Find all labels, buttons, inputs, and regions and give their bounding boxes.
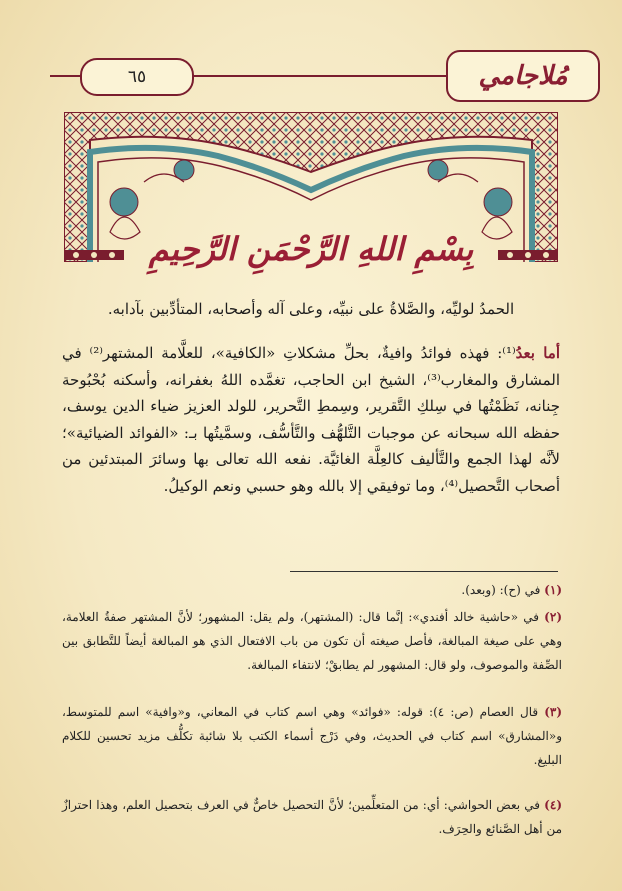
- paragraph-body: ⁽¹⁾: فهذه فوائدُ وافيةٌ، بحلِّ مشكلاتِ «الكافية»، للعلَّامة المشتهر⁽²⁾ في المشارق والمغارب⁽³⁾، الشيخ ابن الحاجب، تغمَّده اللهُ بغفرانه، وأسكنه بُحْبُوحة جِنانه، نَظَمْتُها في سِلكِ التَّقرير، وسِمطِ التَّحرير، للولد العزيز ضياء الدين يوسف، حفظه الله سبحانه عن موجبات التَّلهُّف والتَّأسُّف، وسمَّيتُها بـ: «الفوائد الضيائية»؛ لأنَّه لهذا الجمع والتَّأليف كالعِلَّة الغائيَّة. نفعه الله تعالى بها وسائرَ المبتدئين من أصحاب التَّحصيل⁽⁴⁾، وما توفيقي إلا بالله وهو حسبي ونعم الوكيلُ.: [62, 344, 560, 495]
- logo-text: مُلاجامي: [478, 61, 568, 91]
- main-paragraph: [62, 340, 560, 499]
- footnote-number: (٤): [544, 798, 562, 812]
- footnote-text: في «حاشية خالد أفندي»: إنَّما قال: (المشتهر)، ولم يقل: المشهور؛ لأنَّ المشتهر صفةُ العلامة، وهي على صيغة المبالغة، فأصل صيغته أن تكون من باب الافتعال الذي هو المبالغة أيضاً للتَّطابق بين الصِّفة والموصوف، ولو قال: المشهور لم يطابقْ؛ لانتفاء المبالغة.: [62, 610, 562, 672]
- paragraph-lead: أما بعدُ: [515, 344, 561, 362]
- footnote-text: في بعض الحواشي: أي: من المتعلِّمين؛ لأنَّ التحصيل خاصٌّ في العرف بتحصيل العلم، وهذا احترازٌ من أهل الصَّنائع والحِرَف.: [62, 798, 562, 836]
- series-logo: [446, 50, 600, 102]
- footnote-3: [62, 700, 562, 772]
- page-number: ٦٥: [80, 58, 194, 96]
- intro-line: الحمدُ لوليِّه، والصَّلاةُ على نبيِّه، وعلى آله وأصحابه، المتأدِّبين بآدابه.: [107, 300, 515, 318]
- footnote-text: في (ح): (وبعد).: [461, 583, 541, 597]
- footnote-4: [62, 793, 562, 841]
- footnote-number: (٣): [544, 705, 563, 719]
- basmala: بِسْمِ اللهِ الرَّحْمَنِ الرَّحِيمِ: [148, 230, 474, 268]
- footnote-separator: [290, 571, 558, 572]
- footnote-2: [62, 605, 562, 677]
- footnote-text: قال العصام (ص: ٤): قوله: «فوائد» وهي اسم كتاب في المعاني، و«وافية» اسم للمتوسط، و«المشارق» اسم كتاب في الحديث، وفي دَرْج أسماء الكتب بلا شائبة تكلُّف مزيد تحسين للكلام البليغ.: [62, 705, 562, 767]
- footnote-number: (١): [544, 583, 562, 597]
- footnote-number: (٢): [544, 610, 562, 624]
- footnote-1: [62, 578, 562, 602]
